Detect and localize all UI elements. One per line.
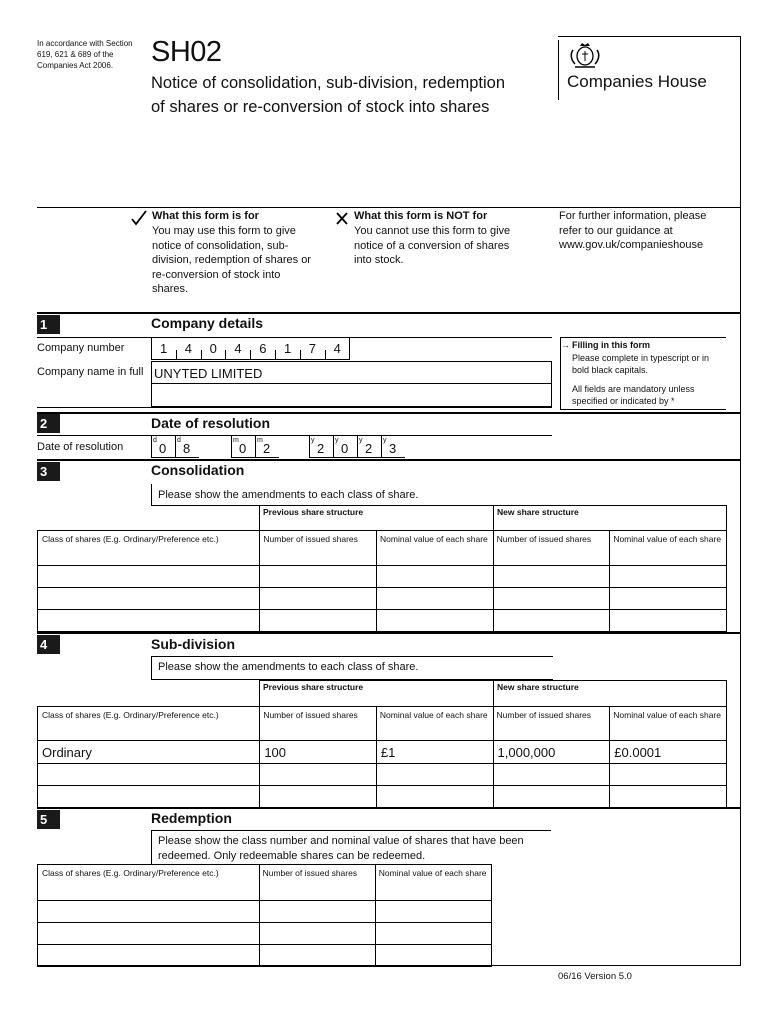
date-box-edge [231, 435, 232, 457]
date-box-base [255, 457, 279, 458]
section-number-4: 4 [37, 635, 60, 654]
section3-rule [37, 459, 740, 461]
check-icon [130, 209, 148, 227]
row-value: 100 [264, 744, 287, 760]
cell-nominal[interactable] [376, 764, 493, 786]
company-number-digit: 0 [209, 341, 217, 356]
section-number-3: 3 [37, 462, 60, 481]
for-text: You may use this form to give notice of consolidation, sub-division, redemption of shares or re-conversion of stock into shares. [152, 225, 311, 295]
table-row[interactable] [38, 588, 727, 610]
page-bottom-border [37, 965, 741, 966]
digit-separator [275, 350, 276, 360]
table-row[interactable] [38, 901, 492, 923]
cell-class[interactable] [38, 945, 260, 967]
table-row[interactable] [38, 764, 727, 786]
cell-issued[interactable] [259, 945, 375, 967]
date-digit: 2 [263, 441, 271, 456]
row-value: £0.0001 [614, 744, 662, 760]
cell-new-nominal[interactable] [610, 610, 727, 632]
col-issued-header: Number of issued shares [259, 865, 375, 901]
date-box-base [309, 457, 333, 458]
consolidation-instruction: Please show the amendments to each class of share. [158, 489, 419, 501]
date-box-edge [255, 435, 256, 457]
company-name-label: Company name in full [37, 366, 144, 378]
section2-underline [37, 435, 552, 436]
section2-rule [37, 412, 740, 414]
consolidation-prev-heading: Previous share structure [263, 507, 364, 517]
section5-rule [37, 807, 740, 809]
cell-issued[interactable] [259, 901, 375, 923]
date-box-base [151, 457, 175, 458]
date-box-prefix: m [233, 437, 239, 444]
cell-class[interactable] [38, 566, 260, 588]
company-number-label: Company number [37, 342, 125, 354]
for-heading: What this form is for [152, 210, 259, 222]
date-digit: 2 [317, 441, 325, 456]
info-text: For further information, please refer to our guidance at www.gov.uk/companieshouse [559, 210, 707, 251]
date-digit: 0 [341, 441, 349, 456]
cell-issued[interactable] [260, 764, 377, 786]
subdivision-new-heading: New share structure [497, 682, 579, 692]
cell-new-issued[interactable] [493, 786, 610, 808]
col-class-header: Class of shares (E.g. Ordinary/Preference etc.) [38, 707, 260, 741]
date-digit: 8 [183, 441, 191, 456]
date-box-base [175, 457, 199, 458]
date-of-resolution-label: Date of resolution [37, 441, 124, 453]
cell-issued[interactable] [260, 786, 377, 808]
company-name-field-line2[interactable] [151, 383, 552, 407]
brand-name: Companies House [567, 72, 707, 91]
cell-class[interactable] [38, 786, 260, 808]
not-for-text: You cannot use this form to give notice of a conversion of shares into stock. [354, 225, 511, 266]
form-title-line1: Notice of consolidation, sub-division, redemption [151, 74, 506, 92]
col-new-issued-header: Number of issued shares [493, 707, 610, 741]
section-title-4: Sub-division [151, 636, 235, 652]
col-issued-header: Number of issued shares [260, 707, 377, 741]
table-row[interactable] [38, 923, 492, 945]
date-box-prefix: y [335, 437, 339, 444]
cell-new-issued[interactable] [493, 764, 610, 786]
digit-separator [300, 350, 301, 360]
cell-nominal[interactable] [375, 901, 491, 923]
subdivision-instruction: Please show the amendments to each class of share. [158, 661, 419, 673]
version-label: 06/16 Version 5.0 [558, 971, 632, 982]
table-row[interactable] [38, 786, 727, 808]
not-for-heading: What this form is NOT for [354, 210, 488, 222]
section-title-1: Company details [151, 315, 264, 331]
date-box-base [357, 457, 381, 458]
company-number-digit: 4 [184, 341, 193, 356]
redemption-table [37, 864, 492, 967]
company-number-digit: 7 [308, 341, 317, 356]
cell-class[interactable] [38, 764, 260, 786]
arrow-right-icon: → [561, 340, 570, 350]
cell-new-nominal[interactable] [610, 566, 727, 588]
table-row[interactable] [38, 741, 727, 764]
legal-note: In accordance with Section 619, 621 & 689 of the Companies Act 2006. [37, 39, 133, 70]
date-box-prefix: y [383, 437, 387, 444]
company-number-digit: 4 [333, 341, 341, 356]
row-value: 1,000,000 [497, 744, 556, 760]
col-class-header: Class of shares (E.g. Ordinary/Preference etc.) [38, 865, 260, 901]
row-value: Ordinary [42, 744, 92, 760]
company-number-digit: 6 [259, 341, 267, 356]
section-number-1: 1 [37, 315, 60, 334]
page-right-border [740, 36, 741, 966]
cell-class[interactable] [38, 741, 260, 764]
cell-new-issued[interactable] [493, 610, 610, 632]
subdivision-prev-heading: Previous share structure [263, 682, 364, 692]
col-nominal-header: Nominal value of each share [377, 531, 494, 566]
cell-nominal[interactable] [377, 610, 494, 632]
date-box-edge [175, 435, 176, 457]
date-digit: 3 [389, 441, 397, 456]
date-box-prefix: d [177, 437, 181, 444]
cell-issued[interactable] [260, 741, 377, 764]
company-name-value: UNYTED LIMITED [154, 366, 263, 381]
brand-divider [558, 40, 559, 100]
company-number-digit: 4 [234, 341, 242, 356]
date-box-prefix: d [153, 437, 157, 444]
cell-class[interactable] [38, 588, 260, 610]
consolidation-table [37, 530, 727, 632]
company-number-digit: 1 [284, 341, 292, 356]
cell-nominal[interactable] [377, 566, 494, 588]
cell-issued[interactable] [260, 566, 377, 588]
digit-separator [225, 350, 226, 360]
section-number-5: 5 [37, 810, 60, 829]
subdivision-table [37, 706, 727, 808]
col-nominal-header: Nominal value of each share [376, 707, 493, 741]
royal-crest-icon [567, 40, 603, 70]
date-box-base [333, 457, 357, 458]
date-box-prefix: y [311, 437, 315, 444]
col-nominal-header: Nominal value of each share [375, 865, 491, 901]
filling-text1: Please complete in typescript or in bold black capitals. [572, 353, 710, 375]
filling-heading: Filling in this form [572, 340, 650, 350]
cell-class[interactable] [38, 610, 260, 632]
cell-nominal[interactable] [375, 945, 491, 967]
date-box-edge [333, 435, 334, 457]
table-row[interactable] [38, 945, 492, 967]
cell-new-nominal[interactable] [610, 588, 727, 610]
col-new-nominal-header: Nominal value of each share [610, 531, 727, 566]
col-new-nominal-header: Nominal value of each share [610, 707, 727, 741]
cell-nominal[interactable] [376, 741, 493, 764]
date-digit: 0 [159, 441, 167, 456]
date-box-edge [381, 435, 382, 457]
filling-text2: All fields are mandatory unless specified or indicated by * [572, 384, 695, 406]
col-issued-header: Number of issued shares [260, 531, 377, 566]
section-title-5: Redemption [151, 810, 232, 826]
cell-issued[interactable] [259, 923, 375, 945]
date-box-base [381, 457, 405, 458]
section-title-3: Consolidation [151, 462, 245, 478]
date-box-edge [309, 435, 310, 457]
section1-bottom [37, 407, 552, 408]
date-box-base [231, 457, 255, 458]
digit-separator [176, 350, 177, 360]
date-box-edge [151, 435, 152, 457]
section-number-2: 2 [37, 414, 60, 433]
section1-rule [37, 312, 740, 314]
digit-separator [325, 350, 326, 360]
cell-new-issued[interactable] [493, 741, 610, 764]
section-title-2: Date of resolution [151, 415, 271, 431]
digit-separator [250, 350, 251, 360]
consolidation-new-heading-box [493, 505, 727, 531]
redemption-instruction: Please show the class number and nominal value of shares that have been redeemed. Only redeemable shares can be redeemed. [158, 835, 524, 862]
cell-class[interactable] [38, 901, 260, 923]
company-number-digit: 1 [160, 341, 168, 356]
section4-rule [37, 632, 740, 634]
date-box-prefix: m [257, 437, 263, 444]
cell-new-issued[interactable] [493, 566, 610, 588]
date-digit: 2 [365, 441, 373, 456]
row-value: £1 [380, 744, 396, 760]
cross-icon [334, 210, 350, 226]
consolidation-prev-heading-box [259, 505, 494, 531]
cell-nominal[interactable] [375, 923, 491, 945]
cell-new-nominal[interactable] [610, 786, 727, 808]
col-new-issued-header: Number of issued shares [493, 531, 610, 566]
date-digit: 0 [239, 441, 247, 456]
cell-issued[interactable] [260, 610, 377, 632]
consolidation-new-heading: New share structure [497, 507, 579, 517]
table-row[interactable] [38, 566, 727, 588]
cell-new-issued[interactable] [493, 588, 610, 610]
digit-separator [201, 350, 202, 360]
form-code: SH02 [151, 36, 222, 68]
date-box-prefix: y [359, 437, 363, 444]
cell-class[interactable] [38, 923, 260, 945]
form-title-line2: of shares or re-conversion of stock into shares [151, 98, 490, 116]
table-row[interactable] [38, 610, 727, 632]
cell-new-nominal[interactable] [610, 741, 727, 764]
cell-new-nominal[interactable] [610, 764, 727, 786]
cell-nominal[interactable] [376, 786, 493, 808]
intro-divider [37, 207, 740, 208]
cell-issued[interactable] [260, 588, 377, 610]
page-top-border [558, 36, 740, 37]
date-box-edge [357, 435, 358, 457]
col-class-header: Class of shares (E.g. Ordinary/Preference etc.) [38, 531, 260, 566]
cell-nominal[interactable] [377, 588, 494, 610]
